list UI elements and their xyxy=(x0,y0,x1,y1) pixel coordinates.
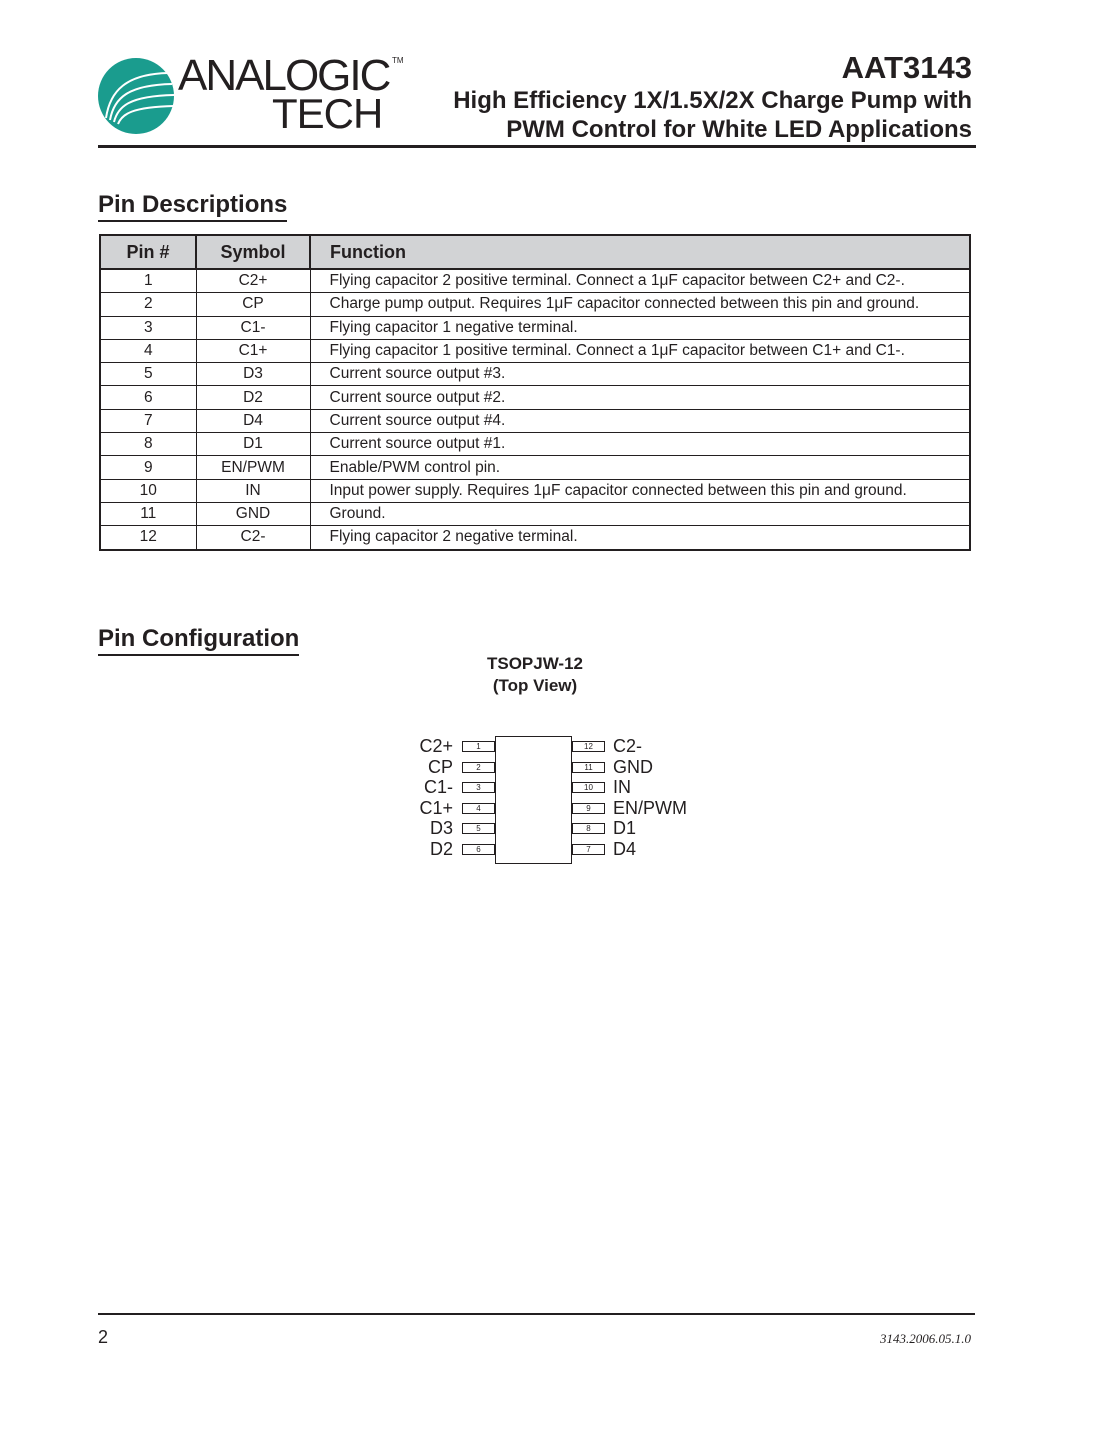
pin-number: 3 xyxy=(100,316,196,339)
left-pin-box: 1 xyxy=(462,741,495,752)
right-pin-label: GND xyxy=(613,757,653,777)
pin-descriptions-heading: Pin Descriptions xyxy=(98,191,287,222)
description-line-1: High Efficiency 1X/1.5X/2X Charge Pump with xyxy=(453,87,972,114)
pin-symbol: C1- xyxy=(196,316,310,339)
left-pin-label: D2 xyxy=(429,839,453,859)
footer-divider xyxy=(98,1313,975,1315)
left-pin-label: C1- xyxy=(423,777,453,797)
pin-number: 11 xyxy=(100,502,196,525)
right-pin-box: 9 xyxy=(572,803,605,814)
part-description xyxy=(372,86,972,144)
logo-text-analogic: ANALOGIC xyxy=(178,51,390,100)
pin-symbol: D4 xyxy=(196,409,310,432)
table-row xyxy=(100,502,970,525)
pin-symbol: C2- xyxy=(196,526,310,550)
pin-function: Flying capacitor 2 positive terminal. Connect a 1μF capacitor between C2+ and C2-. xyxy=(310,269,970,293)
table-row xyxy=(100,526,970,550)
left-pin-box: 6 xyxy=(462,844,495,855)
column-header-symbol: Symbol xyxy=(196,235,310,269)
right-pin-box: 7 xyxy=(572,844,605,855)
pin-function: Current source output #3. xyxy=(310,363,970,386)
pin-number: 10 xyxy=(100,479,196,502)
description-line-2: PWM Control for White LED Applications xyxy=(506,116,972,143)
table-row xyxy=(100,409,970,432)
document-code: 3143.2006.05.1.0 xyxy=(880,1331,971,1346)
table-header-row xyxy=(100,235,970,269)
logo-text-tech: TECH xyxy=(272,90,383,137)
pin-function: Flying capacitor 2 negative terminal. xyxy=(310,526,970,550)
table-row xyxy=(100,339,970,362)
pin-function: Current source output #4. xyxy=(310,409,970,432)
pin-function: Current source output #1. xyxy=(310,433,970,456)
left-pin-label: C1+ xyxy=(419,798,453,818)
column-header-function: Function xyxy=(310,235,970,269)
pin-symbol: EN/PWM xyxy=(196,456,310,479)
pin-number: 1 xyxy=(100,269,196,293)
pin-number: 7 xyxy=(100,409,196,432)
pin-symbol: D3 xyxy=(196,363,310,386)
pin-number: 9 xyxy=(100,456,196,479)
pin-number: 4 xyxy=(100,339,196,362)
right-pin-box: 10 xyxy=(572,782,605,793)
pin-function: Enable/PWM control pin. xyxy=(310,456,970,479)
pin-symbol: C2+ xyxy=(196,269,310,293)
table-row xyxy=(100,479,970,502)
pin-symbol: IN xyxy=(196,479,310,502)
pin-number: 6 xyxy=(100,386,196,409)
pin-configuration-heading: Pin Configuration xyxy=(98,625,299,656)
left-pin-box: 2 xyxy=(462,762,495,773)
pin-function: Flying capacitor 1 negative terminal. xyxy=(310,316,970,339)
pin-number: 8 xyxy=(100,433,196,456)
logo-globe-icon xyxy=(96,56,176,136)
package-view: (Top View) xyxy=(492,676,578,695)
pin-number: 2 xyxy=(100,293,196,316)
left-pin-label: C2+ xyxy=(419,736,453,756)
package-name: TSOPJW-12 xyxy=(486,654,583,673)
right-pin-label: D1 xyxy=(613,818,637,838)
right-pin-box: 12 xyxy=(572,741,605,752)
right-pin-box: 8 xyxy=(572,823,605,834)
pin-function: Flying capacitor 1 positive terminal. Connect a 1μF capacitor between C1+ and C1-. xyxy=(310,339,970,362)
table-row xyxy=(100,433,970,456)
pin-symbol: CP xyxy=(196,293,310,316)
package-title xyxy=(435,653,635,697)
part-number: AAT3143 xyxy=(841,50,972,85)
right-pin-label: D4 xyxy=(613,839,637,859)
right-pin-label: C2- xyxy=(613,736,643,756)
pin-function: Current source output #2. xyxy=(310,386,970,409)
table-row xyxy=(100,269,970,293)
table-row xyxy=(100,363,970,386)
table-row xyxy=(100,386,970,409)
right-pin-label: IN xyxy=(613,777,631,797)
pin-number: 12 xyxy=(100,526,196,550)
table-row xyxy=(100,316,970,339)
table-row xyxy=(100,456,970,479)
pin-function: Charge pump output. Requires 1μF capacitor connected between this pin and ground. xyxy=(310,293,970,316)
right-pin-box: 11 xyxy=(572,762,605,773)
logo-trademark: TM xyxy=(392,56,404,65)
left-pin-box: 5 xyxy=(462,823,495,834)
right-pin-label: EN/PWM xyxy=(613,798,687,818)
column-header-pin: Pin # xyxy=(100,235,196,269)
pin-symbol: C1+ xyxy=(196,339,310,362)
pin-number: 5 xyxy=(100,363,196,386)
pin-symbol: GND xyxy=(196,502,310,525)
left-pin-box: 3 xyxy=(462,782,495,793)
pin-function: Input power supply. Requires 1μF capacitor connected between this pin and ground. xyxy=(310,479,970,502)
pin-descriptions-table xyxy=(99,234,971,551)
left-pin-label: CP xyxy=(427,757,453,777)
left-pin-label: D3 xyxy=(429,818,453,838)
header-divider xyxy=(98,145,976,148)
page-number: 2 xyxy=(98,1327,109,1347)
chip-body xyxy=(495,736,572,864)
pin-symbol: D2 xyxy=(196,386,310,409)
analogictech-logo xyxy=(96,52,416,138)
pin-function: Ground. xyxy=(310,502,970,525)
pin-symbol: D1 xyxy=(196,433,310,456)
table-row xyxy=(100,293,970,316)
left-pin-box: 4 xyxy=(462,803,495,814)
